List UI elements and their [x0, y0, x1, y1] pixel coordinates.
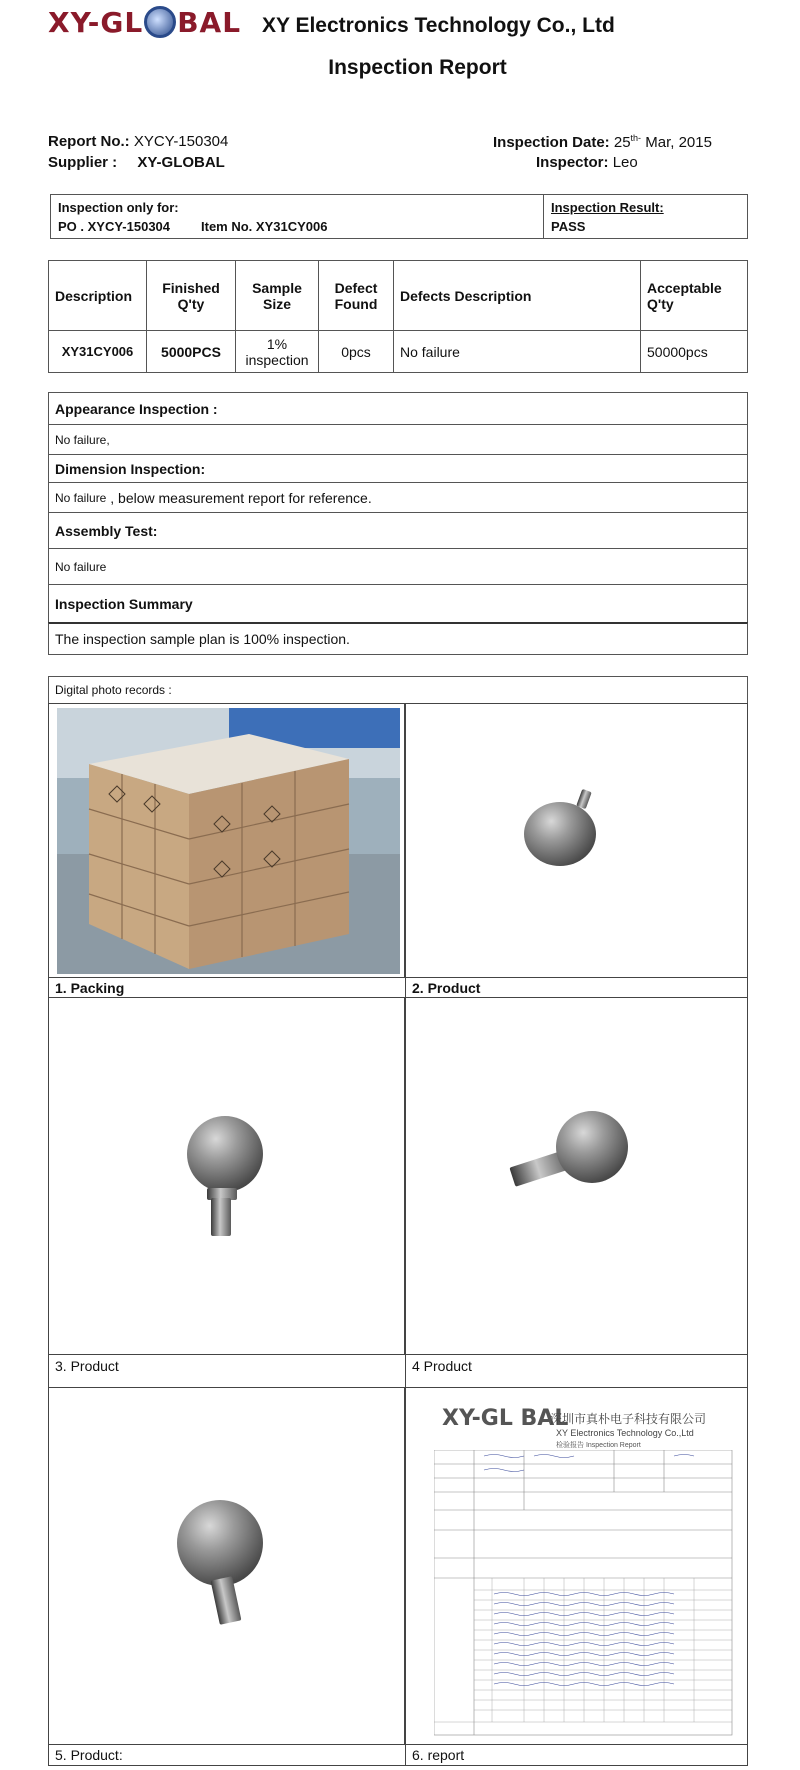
company-name: XY Electronics Technology Co., Ltd — [262, 14, 615, 37]
dimension-text-a: No failure — [55, 490, 107, 505]
product-ball — [177, 1500, 263, 1586]
divider — [405, 1744, 406, 1766]
col-header-defects-description: Defects Description — [394, 261, 641, 331]
photo-records-header — [48, 676, 748, 704]
product-pin — [211, 1576, 242, 1625]
summary-title: Inspection Summary — [48, 584, 748, 622]
report-form-title: 检验报告 Inspection Report — [556, 1442, 641, 1449]
cell-description: XY31CY006 — [49, 331, 147, 373]
inspection-date — [493, 133, 712, 151]
supplier-value: XY-GLOBAL — [137, 154, 225, 171]
caption-row-3-border — [48, 1744, 748, 1766]
report-logo: XY-GL BAL — [442, 1406, 569, 1431]
divider — [543, 195, 544, 238]
product-pin — [211, 1198, 231, 1236]
summary-table-header-row — [49, 261, 748, 331]
col-header-finished-qty: Finished Q'ty — [147, 261, 236, 331]
appearance-title: Appearance Inspection : — [48, 392, 748, 424]
dimension-title: Dimension Inspection: — [48, 454, 748, 482]
divider — [405, 1354, 406, 1388]
report-no-value: XYCY-150304 — [133, 133, 229, 150]
col-header-sample-size: Sample Size — [236, 261, 319, 331]
logo-text-bal: BAL — [177, 6, 242, 39]
assembly-text: No failure — [48, 548, 748, 584]
inspector-label: Inspector: — [536, 154, 609, 171]
photo-product-4 — [405, 997, 748, 1355]
photo-product-5 — [48, 1387, 405, 1745]
packing-image — [49, 704, 405, 978]
inspector-value: Leo — [612, 154, 638, 171]
summary-table — [48, 260, 748, 373]
document-title: Inspection Report — [328, 56, 507, 79]
caption-row-2-border — [48, 1354, 748, 1388]
inspection-date-label: Inspection Date: — [493, 134, 610, 151]
cell-defects-description: No failure — [394, 331, 641, 373]
appearance-text: No failure, — [48, 424, 748, 454]
caption-1: 1. Packing — [55, 980, 125, 996]
col-header-defect-found: Defect Found — [319, 261, 394, 331]
report-en-company: XY Electronics Technology Co.,Ltd — [556, 1428, 694, 1438]
cell-sample-size: 1% inspection — [236, 331, 319, 373]
supplier-label: Supplier : — [48, 154, 118, 171]
report-no — [48, 133, 228, 150]
photo-records-label: Digital photo records : — [55, 683, 172, 697]
inspection-result-value: PASS — [551, 219, 586, 234]
summary-text: The inspection sample plan is 100% inspection. — [48, 622, 748, 655]
col-header-acceptable-qty: Acceptable Q'ty — [641, 261, 748, 331]
inspection-for-box — [50, 194, 748, 239]
product-ball — [556, 1111, 628, 1183]
report-form-grid — [434, 1450, 734, 1740]
cell-acceptable-qty: 50000pcs — [641, 331, 748, 373]
inspection-result-label: Inspection Result: — [551, 200, 664, 215]
caption-4: 4 Product — [412, 1358, 472, 1374]
product-ball — [187, 1116, 263, 1192]
photo-product-2 — [405, 703, 748, 978]
item-label: Item No. XY31CY006 — [201, 219, 328, 234]
inspection-date-rest: Mar, 2015 — [645, 134, 712, 151]
globe-icon — [144, 6, 176, 38]
caption-2: 2. Product — [412, 980, 481, 996]
cell-defect-found: 0pcs — [319, 331, 394, 373]
caption-5: 5. Product: — [55, 1747, 123, 1763]
report-no-label: Report No.: — [48, 133, 130, 150]
divider — [405, 978, 406, 998]
supplier — [48, 154, 225, 171]
photo-packing — [48, 703, 405, 978]
inspection-date-sup: th- — [630, 133, 642, 143]
assembly-title: Assembly Test: — [48, 512, 748, 548]
photo-product-3 — [48, 997, 405, 1355]
po-label: PO . XYCY-150304 — [58, 219, 171, 234]
company-logo — [48, 6, 241, 40]
logo-text-xy: XY-GL — [48, 6, 144, 39]
caption-3: 3. Product — [55, 1358, 119, 1374]
dimension-text-b: , below measurement report for reference. — [110, 489, 372, 506]
caption-row-1-border — [48, 978, 748, 998]
product-ball — [524, 802, 596, 866]
table-row — [49, 331, 748, 373]
inspection-for-label: Inspection only for: — [58, 200, 179, 215]
dimension-text — [48, 482, 748, 512]
col-header-description: Description — [49, 261, 147, 331]
caption-6: 6. report — [412, 1747, 465, 1763]
photo-report — [405, 1387, 748, 1745]
report-cn-company: 深圳市真朴电子科技有限公司 — [550, 1412, 707, 1426]
inspector — [536, 154, 638, 171]
cell-finished-qty: 5000PCS — [147, 331, 236, 373]
inspection-date-day: 25 — [613, 134, 631, 151]
